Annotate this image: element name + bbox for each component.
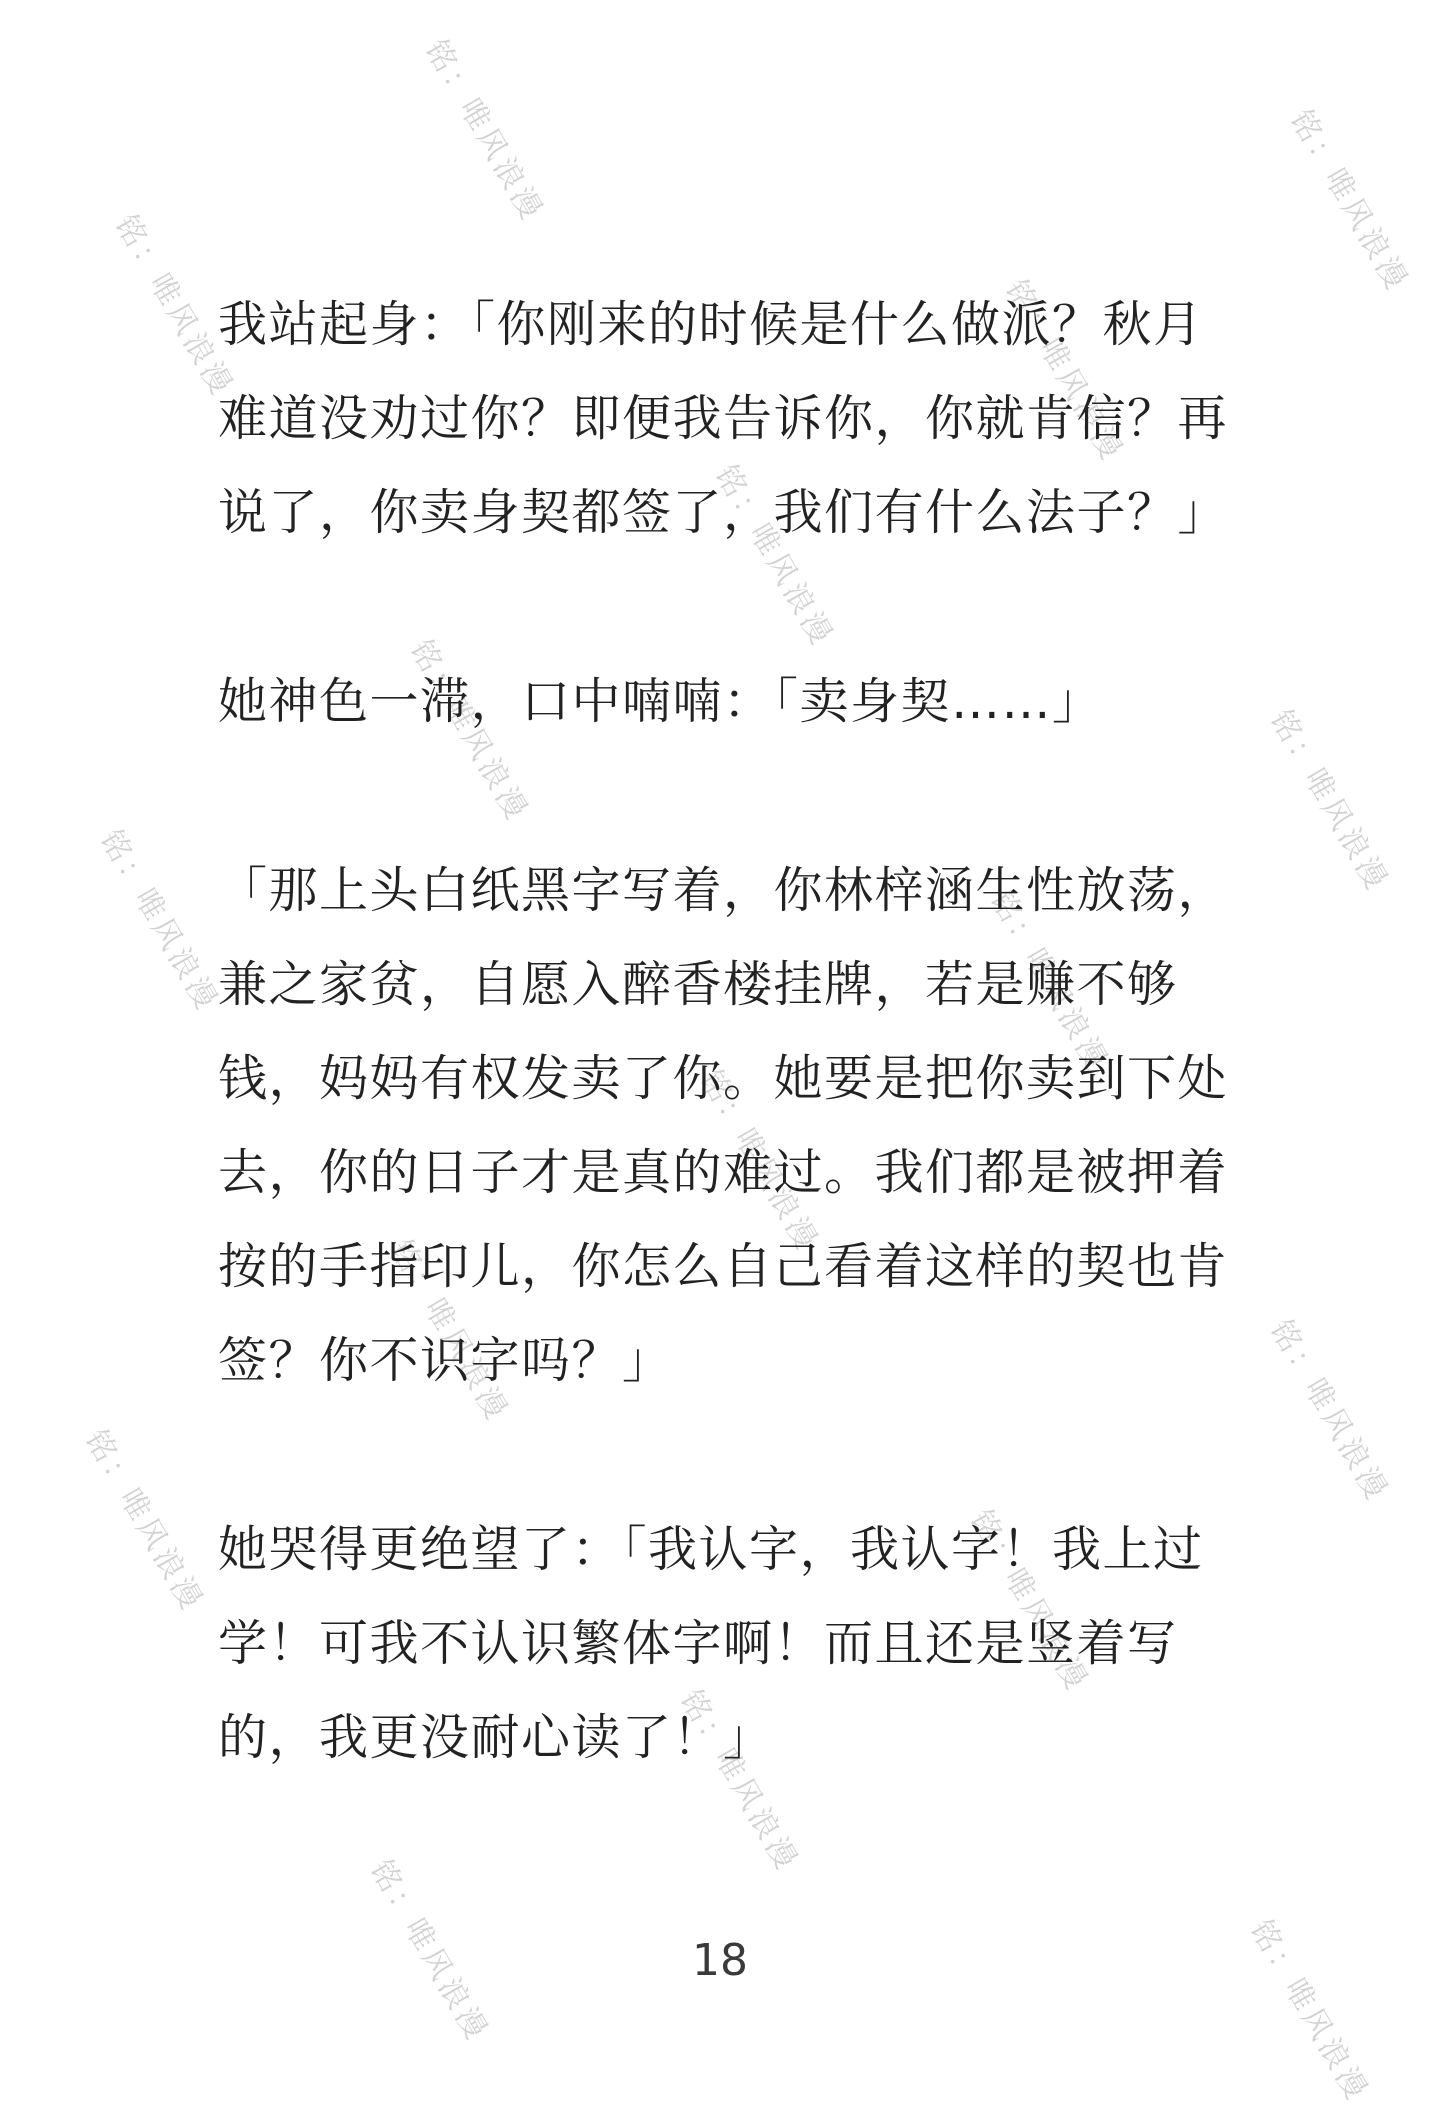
paragraph: 「那上头白纸黑字写着，你林梓涵生性放荡，兼之家贫，自愿入醉香楼挂牌，若是赚不够钱，妈妈有权发卖了你。她要是把你卖到下处去，你的日子才是真的难过。我们都是被押着按的手指印儿，你怎么自己看着这样的契也肯签？你不识字吗？」 xyxy=(218,862,1229,1389)
watermark: 铭：唯风浪漫 xyxy=(982,884,1116,1079)
page-number: 18 xyxy=(692,1935,748,1986)
paragraph: 我站起身：「你刚来的时候是什么做派？秋月难道没劝过你？即便我告诉你，你就肯信？再说了，你卖身契都签了，我们有什么法子？」 xyxy=(218,296,1229,541)
watermark: 铭：唯风浪漫 xyxy=(382,1234,516,1429)
paragraph: 她哭得更绝望了：「我认字，我认字！我上过学！可我不认识繁体字啊！而且还是竖着写的，我更没耐心读了！」 xyxy=(218,1521,1204,1766)
watermark: 铭：唯风浪漫 xyxy=(402,634,536,829)
watermark: 铭：唯风浪漫 xyxy=(1262,1314,1396,1509)
watermark: 铭：唯风浪漫 xyxy=(362,1854,496,2049)
watermark: 铭：唯风浪漫 xyxy=(672,1684,806,1879)
watermark: 铭：唯风浪漫 xyxy=(77,1424,211,1619)
watermark: 铭：唯风浪漫 xyxy=(962,1504,1096,1699)
watermark: 铭：唯风浪漫 xyxy=(107,209,241,404)
watermark: 铭：唯风浪漫 xyxy=(1242,1914,1376,2109)
watermark: 铭：唯风浪漫 xyxy=(1282,104,1416,299)
watermark: 铭：唯风浪漫 xyxy=(1262,704,1396,899)
story-text xyxy=(218,278,1228,1785)
watermark: 铭：唯风浪漫 xyxy=(692,1064,826,1259)
paragraph: 她神色一滞，口中喃喃：「卖身契……」 xyxy=(218,673,1103,730)
watermark: 铭：唯风浪漫 xyxy=(417,34,551,229)
watermark: 铭：唯风浪漫 xyxy=(92,824,226,1019)
watermark: 铭：唯风浪漫 xyxy=(707,459,841,654)
watermark: 铭：唯风浪漫 xyxy=(997,274,1131,469)
